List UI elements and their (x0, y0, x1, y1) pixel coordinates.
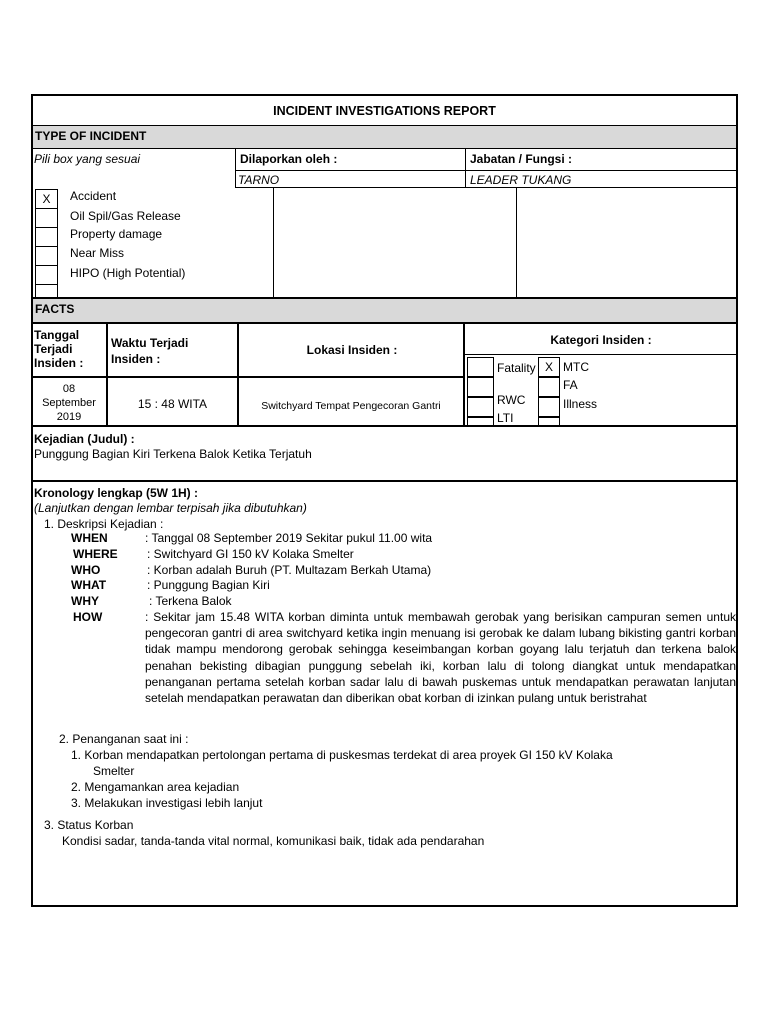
checkbox-lti[interactable] (467, 397, 494, 417)
kronologi-note: (Lanjutkan dengan lembar terpisah jika dibutuhkan) (34, 501, 307, 515)
w-why-key: WHY (71, 594, 99, 608)
w-when-key: WHEN (71, 531, 108, 545)
checkbox-mtc-mark: X (544, 360, 553, 374)
checkbox-fatality[interactable] (467, 357, 494, 377)
status-korban-title: 3. Status Korban (44, 818, 134, 832)
penanganan-item-2: 2. Mengamankan area kejadian (71, 780, 240, 794)
w-what-key: WHAT (71, 578, 107, 592)
w-who-key: WHO (71, 563, 101, 577)
kejadian-label: Kejadian (Judul) : (34, 432, 135, 446)
lokasi-label: Lokasi Insiden : (306, 343, 398, 357)
waktu-value: 15 : 48 WITA (137, 397, 208, 411)
w-who-value: : Korban adalah Buruh (PT. Multazam Berkah Utama) (147, 563, 432, 577)
incident-type-near-miss: Near Miss (70, 246, 125, 260)
checkbox-property-damage[interactable] (35, 227, 58, 247)
penanganan-item-3: 3. Melakukan investigasi lebih lanjut (71, 796, 263, 810)
facts-heading: FACTS (35, 302, 75, 316)
kategori-mtc: MTC (563, 360, 589, 374)
kategori-rwc: RWC (497, 393, 526, 407)
penanganan-item-1-cont: Smelter (93, 764, 135, 778)
checkbox-near-miss[interactable] (35, 246, 58, 266)
w-why-value: : Terkena Balok (149, 594, 232, 608)
w-what-value: : Punggung Bagian Kiri (147, 578, 270, 592)
deskripsi-title: 1. Deskripsi Kejadian : (44, 517, 164, 531)
facts-band (33, 299, 736, 322)
kategori-label: Kategori Insiden : (550, 333, 652, 347)
w-where-key: WHERE (73, 547, 118, 561)
penanganan-item-1: 1. Korban mendapatkan pertolongan pertama di puskesmas terdekat di area proyek GI 150 kV Kolaka (71, 748, 613, 762)
incident-type-oil-spill: Oil Spil/Gas Release (70, 209, 181, 223)
checkbox-fa[interactable] (538, 377, 560, 397)
kategori-illness: Illness (563, 397, 598, 411)
w-where-value: : Switchyard GI 150 kV Kolaka Smelter (147, 547, 354, 561)
kategori-lti: LTI (497, 411, 514, 425)
kejadian-value: Punggung Bagian Kiri Terkena Balok Ketika Terjatuh (34, 447, 312, 461)
penanganan-title: 2. Penanganan saat ini : (59, 732, 189, 746)
incident-type-hipo: HIPO (High Potential) (70, 266, 186, 280)
checkbox-hipo[interactable] (35, 265, 58, 285)
report-title: INCIDENT INVESTIGATIONS REPORT (273, 104, 496, 118)
checkbox-rwc[interactable] (467, 377, 494, 397)
tanggal-value: 08 September 2019 (42, 383, 96, 423)
checkbox-illness[interactable] (538, 397, 560, 417)
status-korban-value: Kondisi sadar, tanda-tanda vital normal, komunikasi baik, tidak ada pendarahan (62, 834, 485, 848)
w-how-key: HOW (73, 610, 103, 624)
checkbox-accident-mark: X (42, 192, 51, 206)
lokasi-value: Switchyard Tempat Pengecoran Gantri (261, 400, 441, 412)
kronologi-label: Kronology lengkap (5W 1H) : (34, 486, 199, 500)
kategori-fa: FA (563, 378, 578, 392)
jabatan-label: Jabatan / Fungsi : (470, 152, 573, 166)
frame-bottom (31, 905, 738, 907)
frame-left (31, 94, 33, 907)
pilih-box-instruction: Pili box yang sesuai (34, 152, 141, 166)
type-of-incident-heading: TYPE OF INCIDENT (35, 129, 147, 143)
kategori-fatality: Fatality (497, 361, 536, 375)
w-when-value: : Tanggal 08 September 2019 Sekitar pukul 11.00 wita (145, 531, 433, 545)
frame-top (31, 94, 738, 96)
frame-right (736, 94, 738, 907)
dilaporkan-label: Dilaporkan oleh : (240, 152, 338, 166)
jabatan-value: LEADER TUKANG (470, 173, 572, 187)
incident-type-property-damage: Property damage (70, 227, 163, 241)
waktu-label: Waktu Terjadi Insiden : (111, 336, 189, 366)
w-how-value: : Sekitar jam 15.48 WITA korban diminta untuk membawah gerobak yang berisikan campuran semen untuk pengecoran gantri di area switchyard ketika ingin menuang isi gerobak ke dalam lubang bikisting gantri korban tidak mampu mendorong gerobak sehingga keseimbangan korban goyang lalu terjatuh dan terkena balok penahan bekisting dibagian punggung sebelah iki, korban lalu di tolong diangkat untuk mendapatkan penanganan pertama setelah korban sadar lalu di bawah puskemas untuk mendapatkan perawatan lanjutan setelah mendapatkan perawatan dan diberikan obat korban di izinkan pulang untuk beristrahat (145, 610, 736, 706)
tanggal-label: Tanggal Terjadi Insiden : (34, 328, 84, 370)
dilaporkan-value: TARNO (238, 173, 280, 187)
checkbox-oil-spill[interactable] (35, 208, 58, 228)
incident-type-accident: Accident (70, 189, 117, 203)
